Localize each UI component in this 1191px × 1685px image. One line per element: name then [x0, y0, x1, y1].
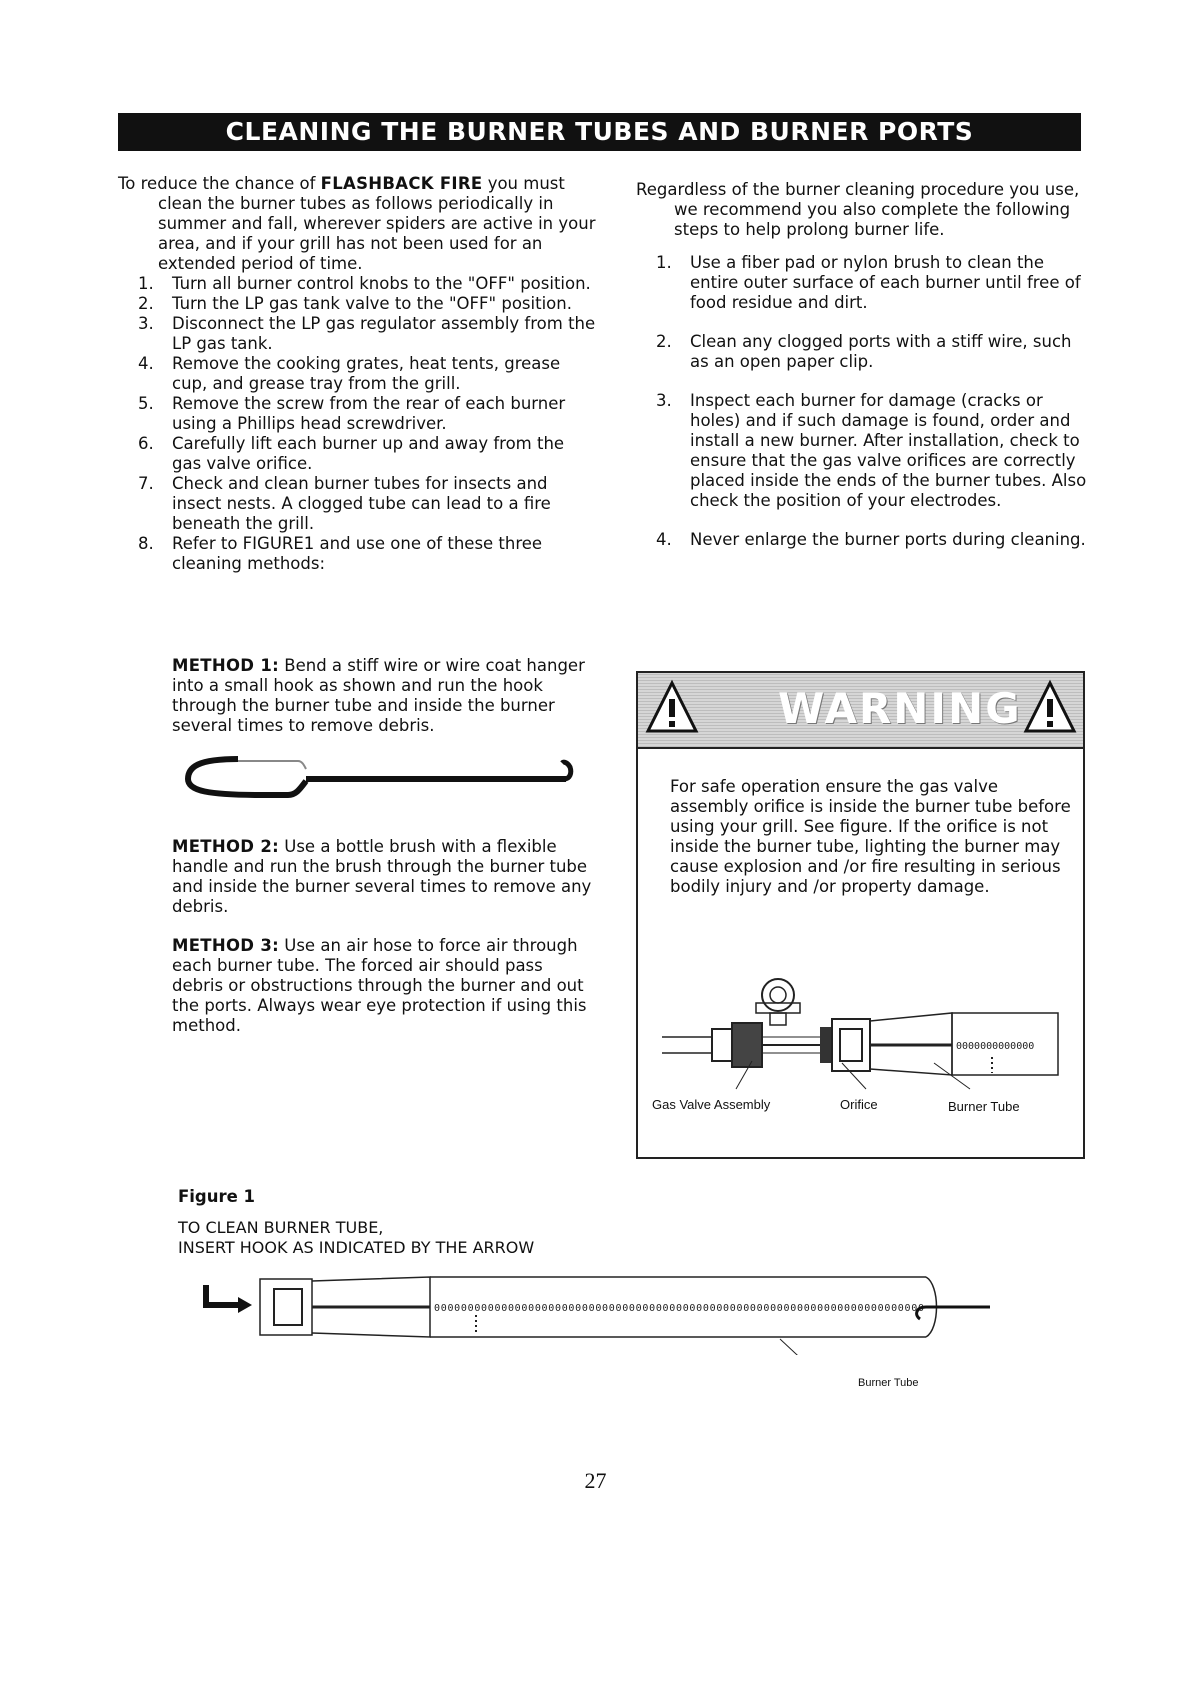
list-item: 3. Inspect each burner for damage (cracks or holes) and if such damage is found, order and install a new burner. After installation, check to ensure that the gas valve orifices are correctly placed inside the ends of the burner tubes. Also check the position of your electrodes. — [656, 391, 1087, 510]
method-1-label: METHOD 1: — [172, 656, 280, 675]
figure-1-burner-tube-diagram — [200, 1275, 1000, 1355]
section-banner: CLEANING THE BURNER TUBES AND BURNER PORTS — [118, 113, 1081, 151]
warning-box — [636, 671, 1085, 1159]
figure-1-instructions: TO CLEAN BURNER TUBE, INSERT HOOK AS INDICATED BY THE ARROW — [178, 1218, 535, 1257]
wire-hook-illustration — [178, 745, 578, 805]
list-item: 3. Disconnect the LP gas regulator assembly from the LP gas tank. — [138, 314, 596, 353]
method-1: METHOD 1: Bend a stiff wire or wire coat hanger into a small hook as shown and run the hook through the burner tube and inside the burner several times to remove debris. — [172, 656, 585, 735]
list-item: 2. Turn the LP gas tank valve to the "OFF" position. — [138, 294, 572, 313]
warning-header — [638, 673, 1083, 749]
list-item: 4. Remove the cooking grates, heat tents, grease cup, and grease tray from the grill. — [138, 354, 561, 393]
gas-valve-caption: Gas Valve Assembly — [652, 1097, 771, 1112]
flashback-fire-term: FLASHBACK FIRE — [320, 174, 483, 193]
method-3-label: METHOD 3: — [172, 936, 280, 955]
svg-text:0000000000000: 0000000000000 — [956, 1041, 1035, 1052]
figure-1-burner-tube-caption: Burner Tube — [858, 1377, 919, 1389]
gas-valve-diagram — [652, 965, 1072, 1095]
list-item: 4. Never enlarge the burner ports during cleaning. — [656, 530, 1086, 549]
list-item: 1. Use a fiber pad or nylon brush to clean the entire outer surface of each burner until free of food residue and dirt. — [656, 253, 1081, 312]
list-item: 8. Refer to FIGURE1 and use one of these three cleaning methods: — [138, 534, 543, 573]
list-item: 2. Clean any clogged ports with a stiff wire, such as an open paper clip. — [656, 332, 1072, 371]
left-intro: To reduce the chance of FLASHBACK FIRE you must clean the burner tubes as follows periodically in summer and fall, wherever spiders are active in your area, and if your grill has not been used for an extended period of time. — [118, 174, 596, 273]
list-item: 6. Carefully lift each burner up and away from the gas valve orifice. — [138, 434, 565, 473]
warning-title: WARNING — [778, 684, 1022, 733]
method-2-label: METHOD 2: — [172, 837, 280, 856]
right-column — [636, 180, 1091, 550]
list-item: 1. Turn all burner control knobs to the "OFF" position. — [138, 274, 591, 293]
right-steps-list — [636, 253, 1091, 550]
burner-tube-caption: Burner Tube — [948, 1099, 1020, 1114]
figure-1-label: Figure 1 — [178, 1187, 256, 1206]
method-3: METHOD 3: Use an air hose to force air through each burner tube. The forced air should pass debris or obstructions through the burner and out the ports. Always wear eye protection if using this method. — [172, 936, 587, 1035]
warning-text: For safe operation ensure the gas valve assembly orifice is inside the burner tube before using your grill. See figure. If the orifice is not inside the burner tube, lighting the burner may cause explosion and /or fire resulting in serious bodily injury and /or property damage. — [670, 777, 1071, 896]
list-item: 7. Check and clean burner tubes for insects and insect nests. A clogged tube can lead to a fire beneath the grill. — [138, 474, 551, 533]
method-2: METHOD 2: Use a bottle brush with a flexible handle and run the brush through the burner tube and inside the burner several times to remove any debris. — [172, 837, 592, 916]
left-column — [118, 174, 598, 574]
list-item: 5. Remove the screw from the rear of each burner using a Phillips head screwdriver. — [138, 394, 566, 433]
left-steps-list — [118, 274, 598, 574]
svg-text:000000000000000000000000000000: 0000000000000000000000000000000000000000000000000000000000000000000000000 — [434, 1303, 924, 1314]
orifice-caption: Orifice — [840, 1097, 878, 1112]
right-intro: Regardless of the burner cleaning procedure you use, we recommend you also complete the following steps to help prolong burner life. — [636, 180, 1080, 239]
warning-triangle-icon — [1022, 679, 1078, 735]
warning-triangle-icon — [644, 679, 700, 735]
page-number: 27 — [584, 1468, 607, 1493]
